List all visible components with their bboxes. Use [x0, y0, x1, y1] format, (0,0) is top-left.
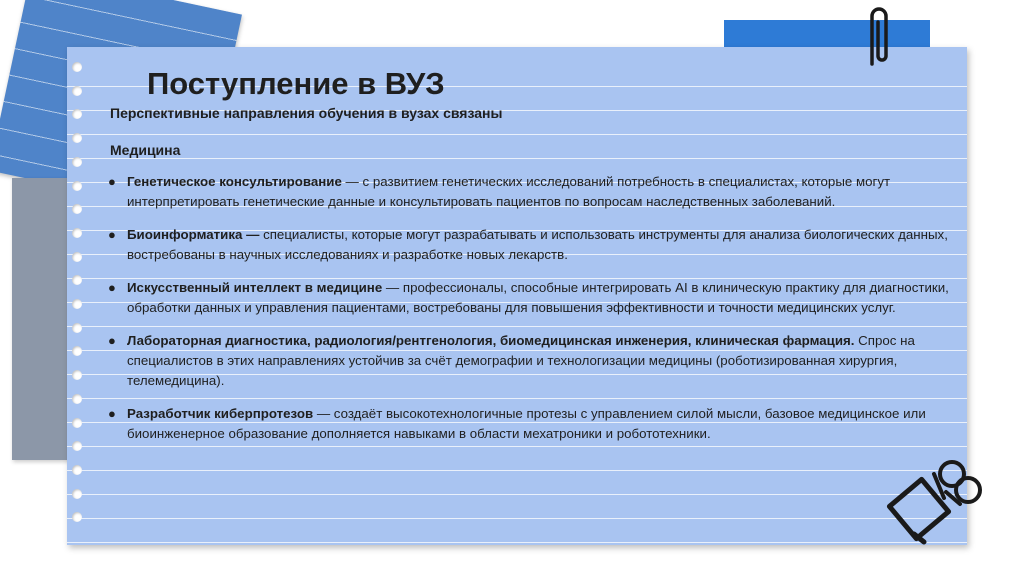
item-text: — создаёт высокотехнологичные протезы с управлением силой мысли, базовое медицинское или биоинженерное образование дополняется навыками в области мехатроники и робототехники.: [127, 406, 926, 441]
punch-hole: [72, 441, 82, 451]
item-text: Спрос на специалистов в этих направлениях устойчив за счёт демографии и технологизации медицины (роботизированная хирургия, телемедицина).: [127, 333, 915, 388]
list-item: [105, 404, 950, 444]
punch-hole: [72, 109, 82, 119]
punch-hole: [72, 323, 82, 333]
punch-hole: [72, 181, 82, 191]
bullet-dot-icon: ●: [108, 280, 116, 295]
item-text: — с развитием генетических исследований потребность в специалистах, которые могут интерпретировать генетические данные и консультировать пациентов по вопросам наследственных заболеваний.: [127, 174, 891, 209]
punch-hole: [72, 275, 82, 285]
punch-hole: [72, 346, 82, 356]
item-heading: Биоинформатика —: [127, 227, 260, 242]
punch-hole: [72, 204, 82, 214]
punch-hole: [72, 86, 82, 96]
binder-holes: [72, 58, 86, 538]
punch-hole: [72, 512, 82, 522]
punch-hole: [72, 252, 82, 262]
list-item: [105, 172, 950, 212]
item-heading: Искусственный интеллект в медицине: [127, 280, 383, 295]
subtitle: Перспективные направления обучения в вузах связаны: [110, 105, 503, 121]
item-heading: Генетическое консультирование: [127, 174, 342, 189]
punch-hole: [72, 394, 82, 404]
item-text: специалисты, которые могут разрабатывать и использовать инструменты для анализа биологических данных, востребованы в научных исследованиях и разработке новых лекарств.: [127, 227, 948, 262]
punch-hole: [72, 133, 82, 143]
punch-hole: [72, 157, 82, 167]
bullet-dot-icon: ●: [108, 174, 116, 189]
list-item: [105, 225, 950, 265]
list-item: [105, 278, 950, 318]
punch-hole: [72, 489, 82, 499]
punch-hole: [72, 228, 82, 238]
paperclip-icon: [858, 2, 898, 72]
punch-hole: [72, 370, 82, 380]
punch-hole: [72, 465, 82, 475]
item-heading: Лабораторная диагностика, радиология/рентгенология, биомедицинская инженерия, клиническая фармация.: [127, 333, 855, 348]
bullet-dot-icon: ●: [108, 333, 116, 348]
section-heading-medicine: Медицина: [110, 142, 181, 158]
item-heading: Разработчик киберпротезов: [127, 406, 314, 421]
punch-hole: [72, 62, 82, 72]
page-title: Поступление в ВУЗ: [147, 66, 445, 101]
punch-hole: [72, 418, 82, 428]
bullet-list: [105, 172, 950, 457]
item-text: — профессионалы, способные интегрировать AI в клиническую практику для диагностики, обработки данных и управления пациентами, востребованы для повышения эффективности и точности медицинских услуг.: [127, 280, 949, 315]
bullet-dot-icon: ●: [108, 406, 116, 421]
binder-clip-icon: [884, 454, 984, 546]
list-item: [105, 331, 950, 391]
bullet-dot-icon: ●: [108, 227, 116, 242]
punch-hole: [72, 299, 82, 309]
